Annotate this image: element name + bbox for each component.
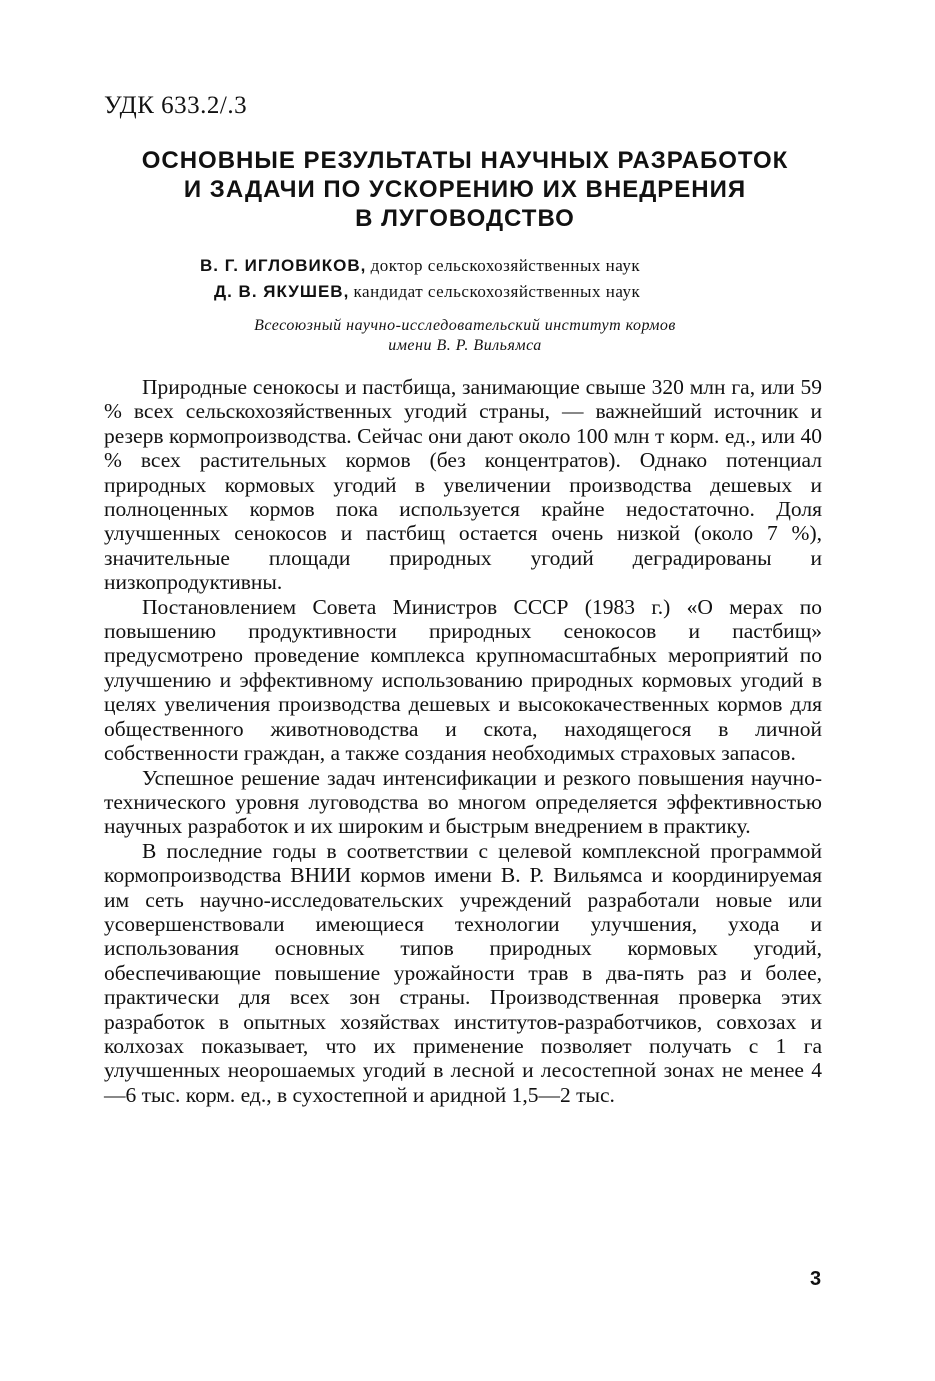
author-name: В. Г. ИГЛОВИКОВ,	[200, 256, 367, 275]
title-line: И ЗАДАЧИ ПО УСКОРЕНИЮ ИХ ВНЕДРЕНИЯ	[183, 176, 747, 203]
body-paragraph: В последние годы в соответствии с целевой комплексной программой кормопроизводства ВНИИ кормов имени В. Р. Вильямса и координируемая им сеть научно-исследовательских учреждений разработали новые или усовершенствовали имеющиеся технологии улучшения, ухода и использования основных типов природных кормовых угодий, обеспечивающие повышение урожайности трав в два-пять раз и более, практически для всех зон страны. Производственная проверка этих разработок в опытных хозяйствах институтов-разработчиков, совхозах и колхозах показывает, что их применение позволяет получать с 1 га улучшенных неорошаемых угодий в лесной и лесостепной зонах не менее 4—6 тыс. корм. ед., в сухостепной и аридной 1,5—2 тыс.	[104, 838, 822, 1107]
institute-line: имени В. Р. Вильямса	[388, 337, 542, 354]
author-degree: кандидат сельскохозяйственных наук	[353, 282, 641, 301]
body-paragraph: Постановлением Совета Министров СССР (1983 г.) «О мерах по повышению продуктивности природных сенокосов и пастбищ» предусмотрено проведение комплекса крупномасштабных мероприятий по улучшению и эффективному использованию природных кормовых угодий в целях увеличения производства дешевых и высококачественных кормов для общественного животноводства и скота, находящегося в личной собственности граждан, а также создания необходимых страховых запасов.	[104, 594, 822, 766]
author-degree: доктор сельскохозяйственных наук	[370, 256, 641, 275]
article-title	[100, 146, 830, 233]
author-line	[200, 279, 760, 305]
body-paragraph: Успешное решение задач интенсификации и резкого повышения научно-технического уровня луговодства во многом определяется эффективностью научных разработок и их широким и быстрым внедрением в практику.	[104, 765, 822, 839]
title-line: В ЛУГОВОДСТВО	[355, 205, 575, 232]
page-number: 3	[810, 1268, 822, 1290]
title-line: ОСНОВНЫЕ РЕЗУЛЬТАТЫ НАУЧНЫХ РАЗРАБОТОК	[141, 147, 789, 174]
institute-line: Всесоюзный научно-исследовательский институт кормов	[254, 317, 676, 334]
body-paragraph: Природные сенокосы и пастбища, занимающие свыше 320 млн га, или 59 % всех сельскохозяйственных угодий страны, — важнейший источник и резерв кормопроизводства. Сейчас они дают около 100 млн т корм. ед., или 40 % всех растительных кормов (без концентратов). Однако потенциал природных кормовых угодий в увеличении производства дешевых и полноценных кормов пока используется крайне недостаточно. Доля улучшенных сенокосов и пастбищ остается очень низкой (около 7 %), значительные площади природных угодий деградированы и низкопродуктивны.	[104, 375, 822, 595]
author-line	[200, 253, 760, 279]
udk-code: УДК 633.2/.3	[104, 92, 248, 119]
institute-affiliation	[150, 316, 780, 356]
author-name: Д. В. ЯКУШЕВ,	[214, 282, 350, 301]
article-body	[104, 375, 822, 1107]
authors-block	[200, 253, 760, 305]
